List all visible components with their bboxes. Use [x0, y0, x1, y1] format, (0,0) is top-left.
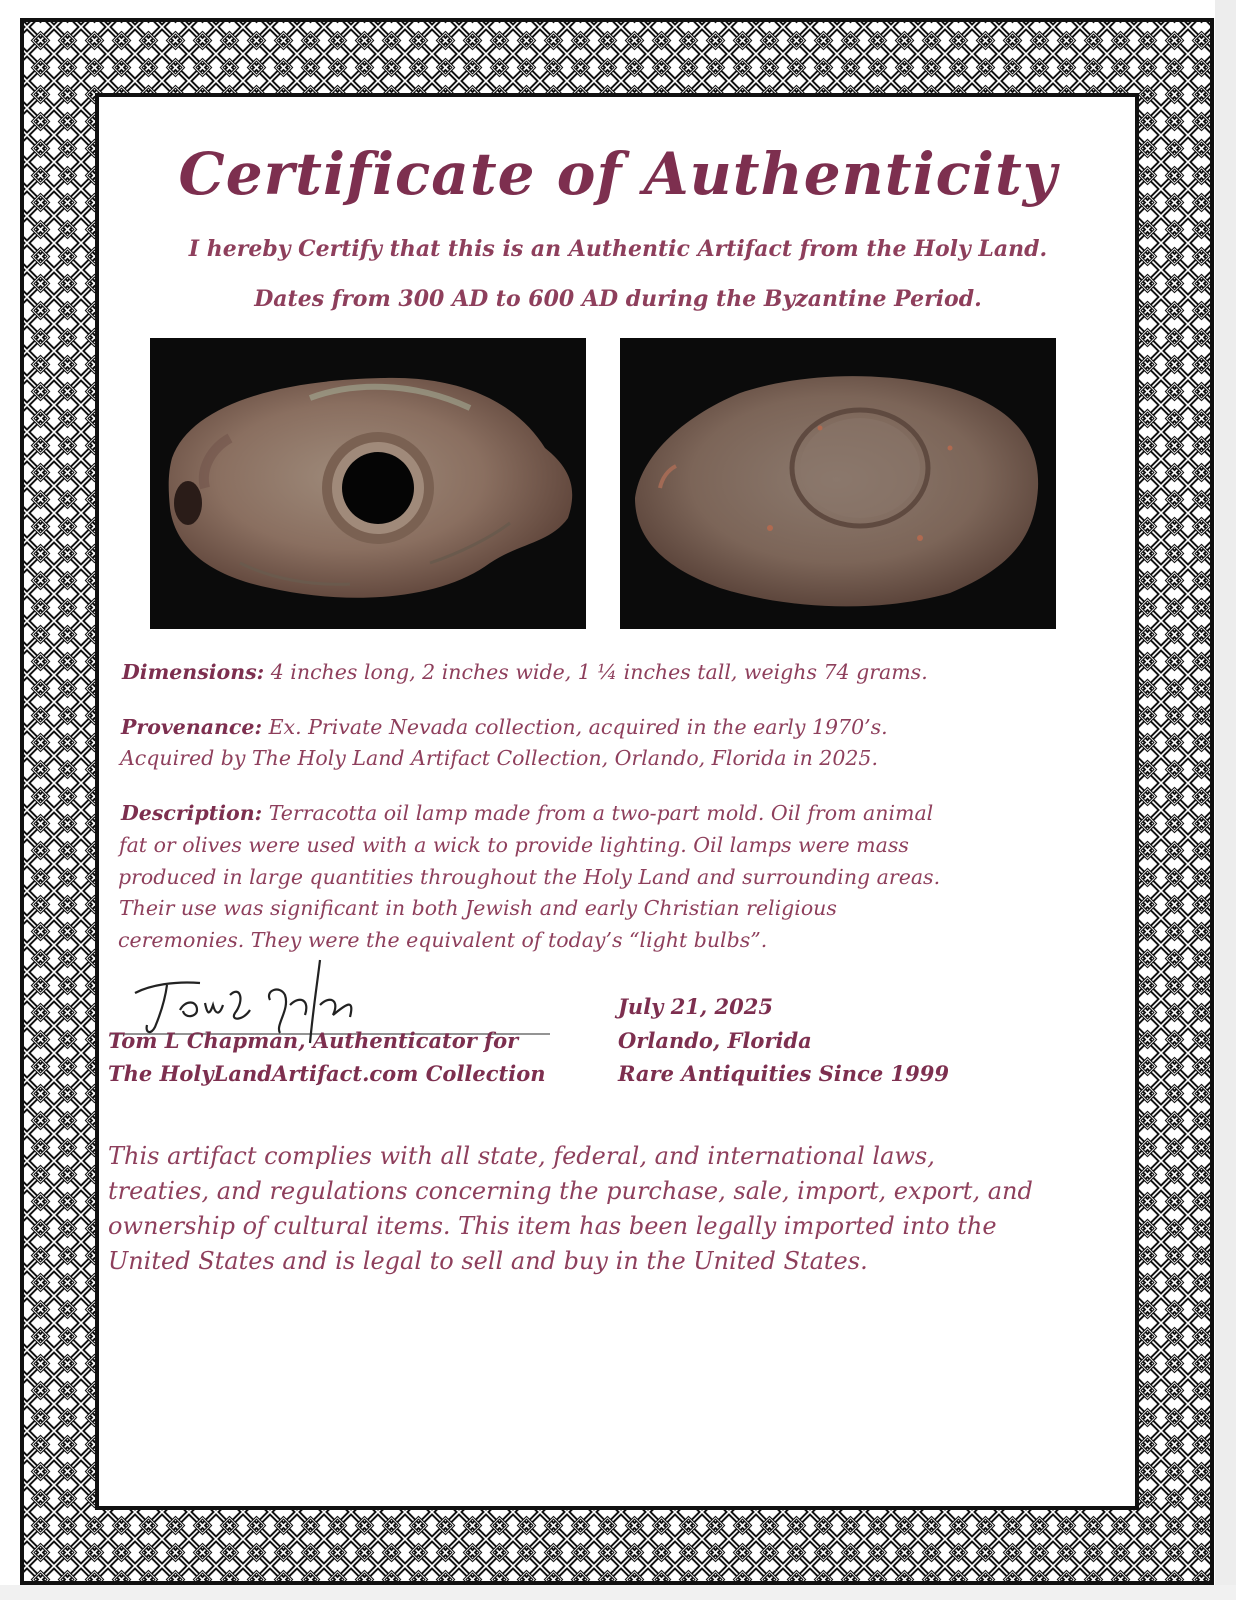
business-tagline: Rare Antiquities Since 1999: [618, 1061, 949, 1086]
description-text-1: Terracotta oil lamp made from a two-part mold. Oil from animal: [268, 801, 934, 825]
description-label: Description:: [121, 801, 263, 825]
authenticator-organization: The HolyLandArtifact.com Collection: [108, 1061, 546, 1086]
certify-statement: I hereby Certify that this is an Authentic Artifact from the Holy Land.: [188, 236, 1048, 262]
authenticator-name: Tom L Chapman, Authenticator for: [108, 1028, 519, 1053]
dimensions-label: Dimensions:: [122, 660, 265, 684]
legal-line-4: United States and is legal to sell and buy in the United States.: [108, 1247, 868, 1275]
legal-line-3: ownership of cultural items. This item has been legally imported into the: [108, 1212, 997, 1240]
dating-statement: Dates from 300 AD to 600 AD during the Byzantine Period.: [254, 286, 982, 312]
oil-lamp-top-photo: [150, 338, 586, 629]
description-line-4: Their use was significant in both Jewish and early Christian religious: [119, 896, 837, 920]
provenance-text-1: Ex. Private Nevada collection, acquired in the early 1970’s.: [268, 715, 888, 739]
provenance-line-1: [121, 712, 888, 743]
legal-line-1: This artifact complies with all state, federal, and international laws,: [108, 1142, 935, 1170]
dimensions-text: 4 inches long, 2 inches wide, 1 ¼ inches tall, weighs 74 grams.: [270, 660, 928, 684]
dimensions-line: [122, 657, 928, 688]
certificate-date: July 21, 2025: [618, 994, 773, 1019]
provenance-label: Provenance:: [121, 715, 263, 739]
oil-lamp-bottom-photo: [620, 338, 1056, 629]
description-line-5: ceremonies. They were the equivalent of today’s “light bulbs”.: [118, 928, 768, 952]
description-line-2: fat or olives were used with a wick to provide lighting. Oil lamps were mass: [119, 833, 909, 857]
provenance-line-2: Acquired by The Holy Land Artifact Collection, Orlando, Florida in 2025.: [120, 746, 878, 770]
certificate-location: Orlando, Florida: [618, 1028, 812, 1053]
legal-statement: [108, 1139, 1033, 1279]
certificate-title: Certificate of Authenticity: [178, 140, 1058, 208]
description-line-1: [121, 798, 933, 829]
legal-line-2: treaties, and regulations concerning the purchase, sale, import, export, and: [108, 1177, 1033, 1205]
description-line-3: produced in large quantities throughout the Holy Land and surrounding areas.: [118, 865, 941, 889]
